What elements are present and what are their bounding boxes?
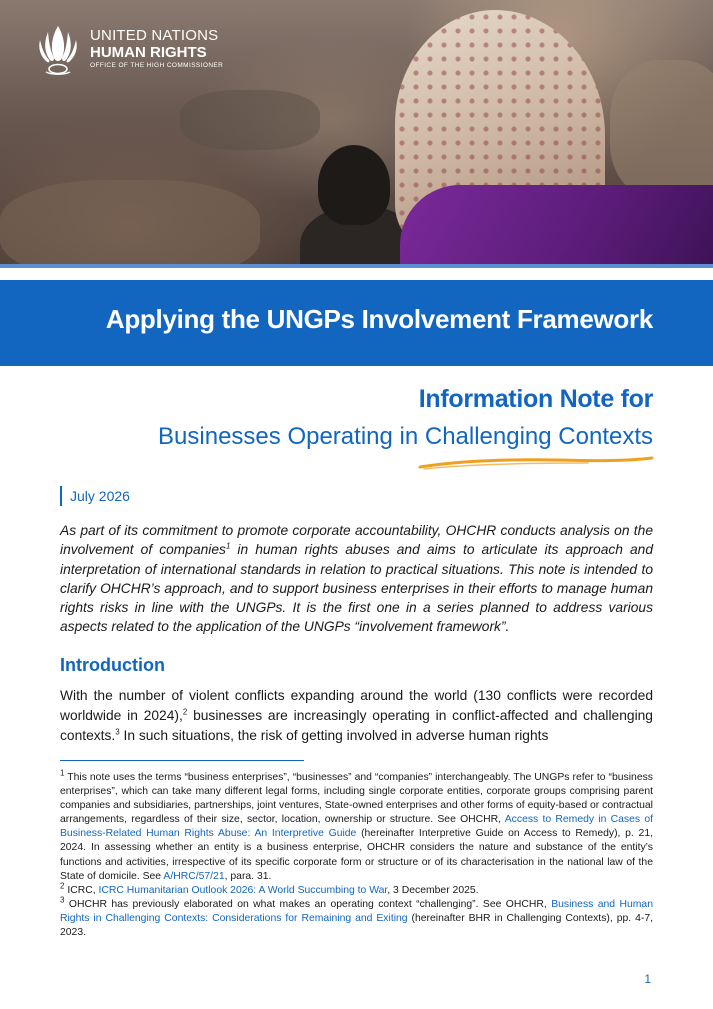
subtitle-information-note: Information Note for — [418, 385, 653, 413]
title-banner — [0, 280, 713, 366]
logo-line-hr: HUMAN RIGHTS — [90, 44, 207, 62]
footnote-ref-2[interactable]: 2 — [182, 707, 188, 717]
footnote-link-icrc-outlook[interactable]: ICRC Humanitarian Outlook 2026: A World Succumbing to War — [98, 884, 388, 896]
footnote-number: 1 — [60, 768, 65, 778]
footnote-text: , 3 December 2025. — [387, 884, 479, 896]
logo-line-un: UNITED NATIONS — [90, 27, 219, 45]
footnote-2 — [60, 881, 653, 898]
footnote-text: , para. 31. — [224, 870, 272, 882]
footnote-link-access-to-remedy[interactable]: Access to Remedy in Cases of Business-Related Human Rights Abuse: An Interpretive Guide — [60, 814, 653, 840]
footnote-link-hrc-report[interactable]: A/HRC/57/21 — [163, 870, 225, 882]
introduction-text-1: With the number of violent conflicts expanding around the world (130 conflicts were recorded worldwide in 2024), — [60, 688, 653, 723]
purple-garment — [400, 185, 713, 268]
footnote-text: (hereinafter Interpretive Guide on Access to Remedy), p. 21, 2024. In assessing whether an entity is a business enterprise, OHCHR considers the nature and substance of the entity’s functions and activities, irrespective of its specific corporate form or structure or of its characterisation in the national law of the State of domicile. See — [60, 828, 653, 882]
footnotes — [60, 768, 653, 940]
intro-text-2: in human rights abuses and aims to articulate its approach and interpretation of international standards in relation to practical situations. This note is intended to clarify OHCHR’s approach, and to support business enterprises in their efforts to manage human rights risks in line with the UNGPs. It is the first one in a series planned to address various aspects related to the application of the UNGPs “involvement framework”. — [60, 542, 653, 635]
intro-paragraph — [60, 521, 653, 637]
introduction-text-2: businesses are increasingly operating in conflict-affected and challenging contexts. — [60, 708, 653, 743]
section-heading-introduction: Introduction — [60, 655, 165, 675]
un-emblem-icon — [34, 22, 82, 76]
footnote-ref-1[interactable]: 1 — [225, 541, 231, 551]
rubble-shape — [180, 90, 320, 150]
page-number: 1 — [644, 972, 651, 986]
cover-photo — [0, 0, 713, 268]
footnote-link-bhr-challenging-contexts[interactable]: Business and Human Rights in Challenging Contexts: Considerations for Remaining and Exiting — [60, 898, 653, 924]
footnote-text: OHCHR has previously elaborated on what makes an operating context “challenging”. See OHCHR, — [64, 898, 552, 910]
subtitle-businesses: Businesses Operating in Challenging Contexts — [158, 423, 653, 450]
publication-date: July 2026 — [60, 486, 130, 506]
orange-underline-swoosh — [418, 455, 654, 471]
logo-line-office: OFFICE OF THE HIGH COMMISSIONER — [90, 62, 224, 70]
footnote-ref-3[interactable]: 3 — [115, 727, 120, 737]
logo-text — [90, 28, 223, 70]
rubble-shape — [0, 180, 260, 268]
photo-divider — [0, 264, 713, 268]
footnote-1 — [60, 768, 653, 884]
wall-shape — [610, 60, 713, 200]
intro-text-1: As part of its commitment to promote corporate accountability, OHCHR conducts analysis on the involvement of companies — [60, 523, 653, 558]
introduction-paragraph — [60, 686, 653, 746]
footnote-3 — [60, 895, 653, 940]
document-title: Applying the UNGPs Involvement Framework — [105, 304, 653, 334]
footnote-text: This note uses the terms “business enterprises”, “businesses” and “companies” interchangeably. The UNGPs refer to “business enterprises”, which can take many different legal forms, including single corporate entities, corporate groups comprising parent companies and subsidiaries, partnerships, joint ventures, State-owned enterprises and other forms of equity-based or contractual arrangements, regardless of their size, sector, location, ownership or structure. See OHCHR, — [60, 772, 653, 826]
ohchr-logo — [34, 22, 223, 76]
child-head — [318, 145, 390, 225]
footnote-number: 3 — [60, 895, 65, 905]
footnote-number: 2 — [60, 881, 65, 891]
footnote-separator — [60, 760, 304, 761]
footnote-text: (hereinafter BHR in Challenging Contexts), pp. 4-7, 2023. — [60, 912, 653, 939]
introduction-text-3: In such situations, the risk of getting involved in adverse human rights — [119, 728, 549, 743]
footnote-text: ICRC, — [64, 884, 99, 896]
